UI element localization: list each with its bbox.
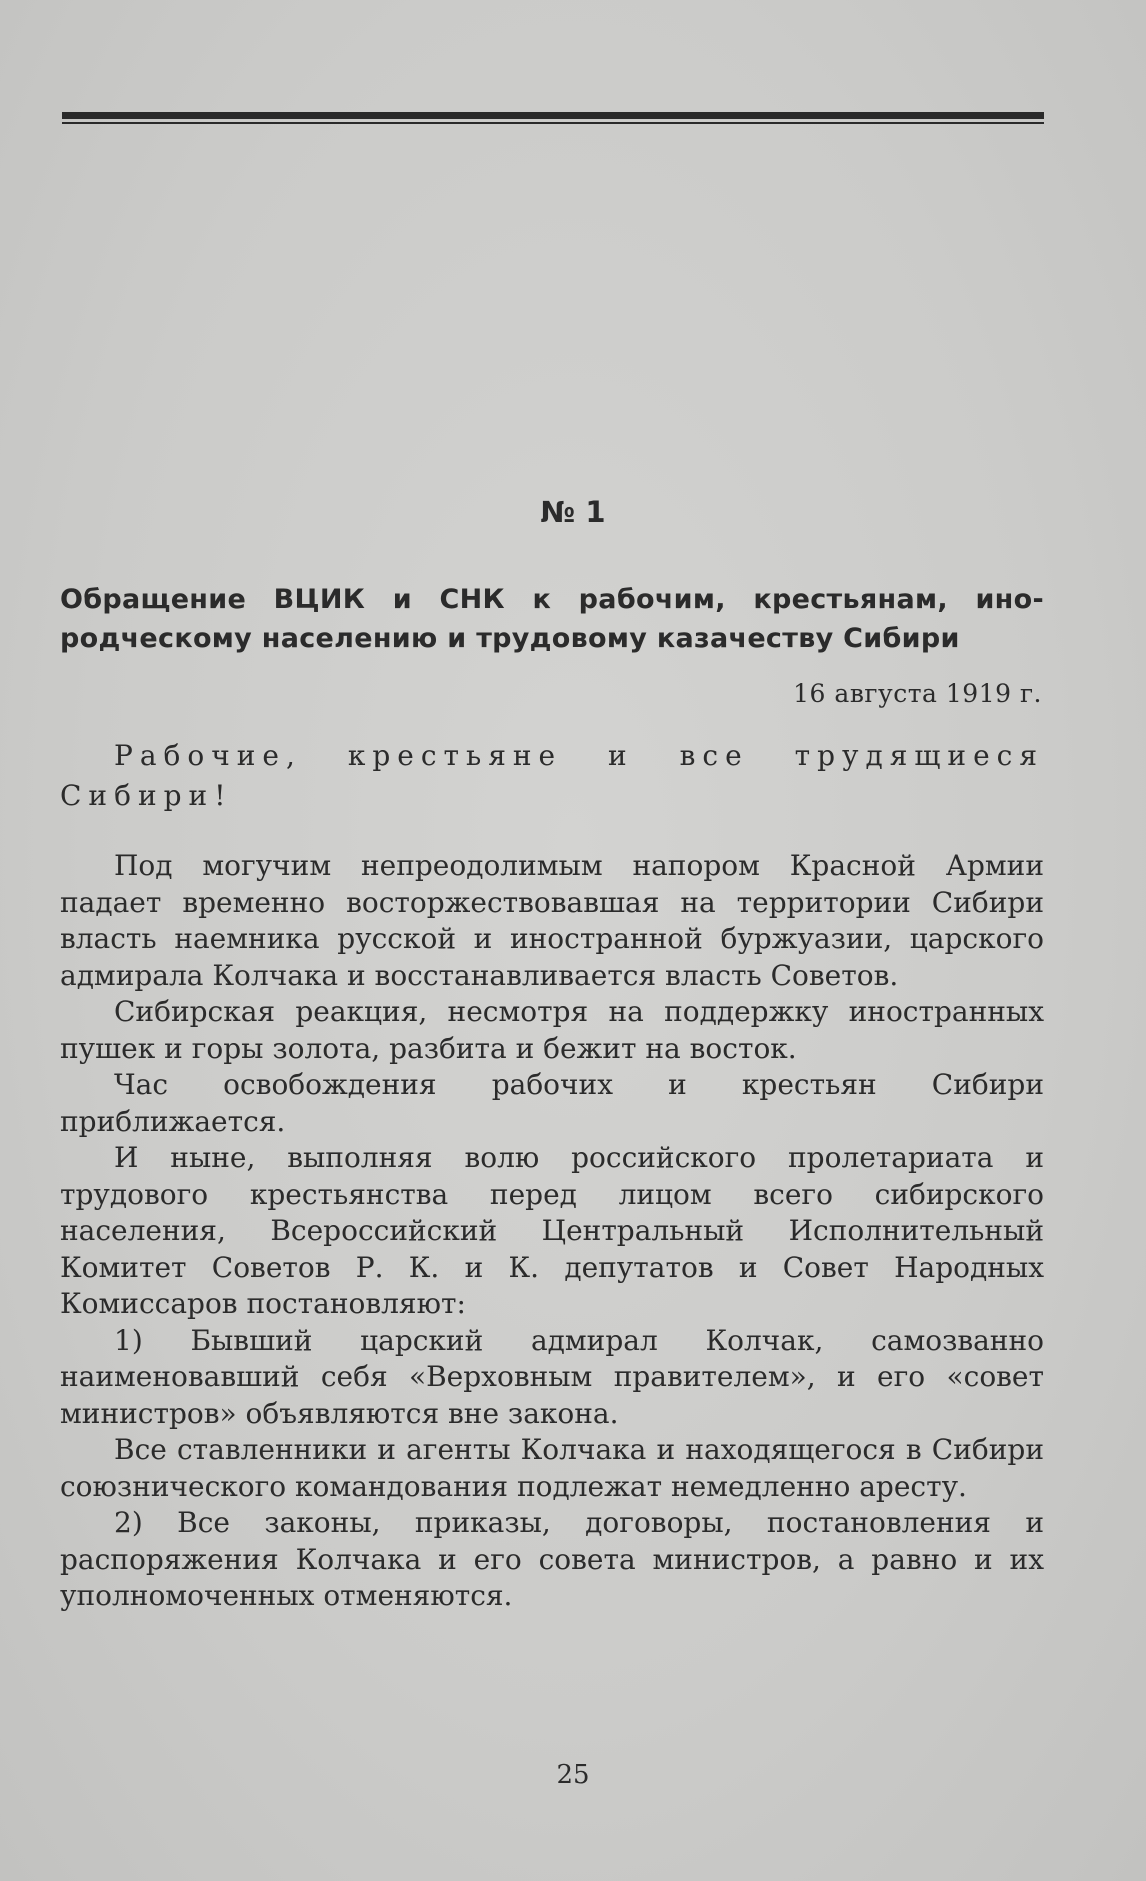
- header-rule-thick: [62, 112, 1044, 119]
- salutation-line-2: Сибири!: [60, 779, 233, 812]
- paragraph: И ныне, выполняя волю российского пролетариата и трудового крестьянства перед лицом всего сибирского населения, Всероссийский Центральный Исполнительный Комитет Советов Р. К. и К. депутатов и Совет Народных Комиссаров постановляют:: [60, 1141, 1044, 1320]
- paragraph: Под могучим непреодолимым напором Красной Армии падает временно восторжествовавшая на территории Сибири власть наемника русской и иностранной буржуазии, царского адмирала Колчака и восстанавливается власть Советов.: [60, 849, 1044, 992]
- paragraph: Все ставленники и агенты Колчака и находящегося в Сибири союзнического командования подлежат немедленно аресту.: [60, 1433, 1044, 1503]
- salutation: [60, 736, 1044, 816]
- salutation-line-1: Рабочие, крестьяне и все трудящиеся: [114, 739, 1044, 772]
- document-date: 16 августа 1919 г.: [793, 679, 1042, 708]
- paragraph: 1) Бывший царский адмирал Колчак, самозванно наименовавший себя «Верховным правителем», и его «совет министров» объявляются вне закона.: [60, 1323, 1044, 1430]
- header-rule-thin: [62, 122, 1044, 124]
- paragraph: Час освобождения рабочих и крестьян Сибири приближается.: [60, 1068, 1044, 1138]
- document-title: [60, 580, 1044, 658]
- document-title-line-2: родческому населению и трудовому казачеству Сибири: [60, 623, 960, 654]
- page-number: 25: [556, 1760, 590, 1790]
- paragraph: 2) Все законы, приказы, договоры, постановления и распоряжения Колчака и его совета министров, а равно и их уполномоченных отменяются.: [60, 1506, 1044, 1612]
- body-text: [60, 848, 1044, 1615]
- document-number: № 1: [540, 495, 606, 529]
- document-title-line-1: Обращение ВЦИК и СНК к рабочим, крестьянам, ино-: [60, 584, 1044, 615]
- paragraph: Сибирская реакция, несмотря на поддержку иностранных пушек и горы золота, разбита и бежит на восток.: [60, 995, 1044, 1065]
